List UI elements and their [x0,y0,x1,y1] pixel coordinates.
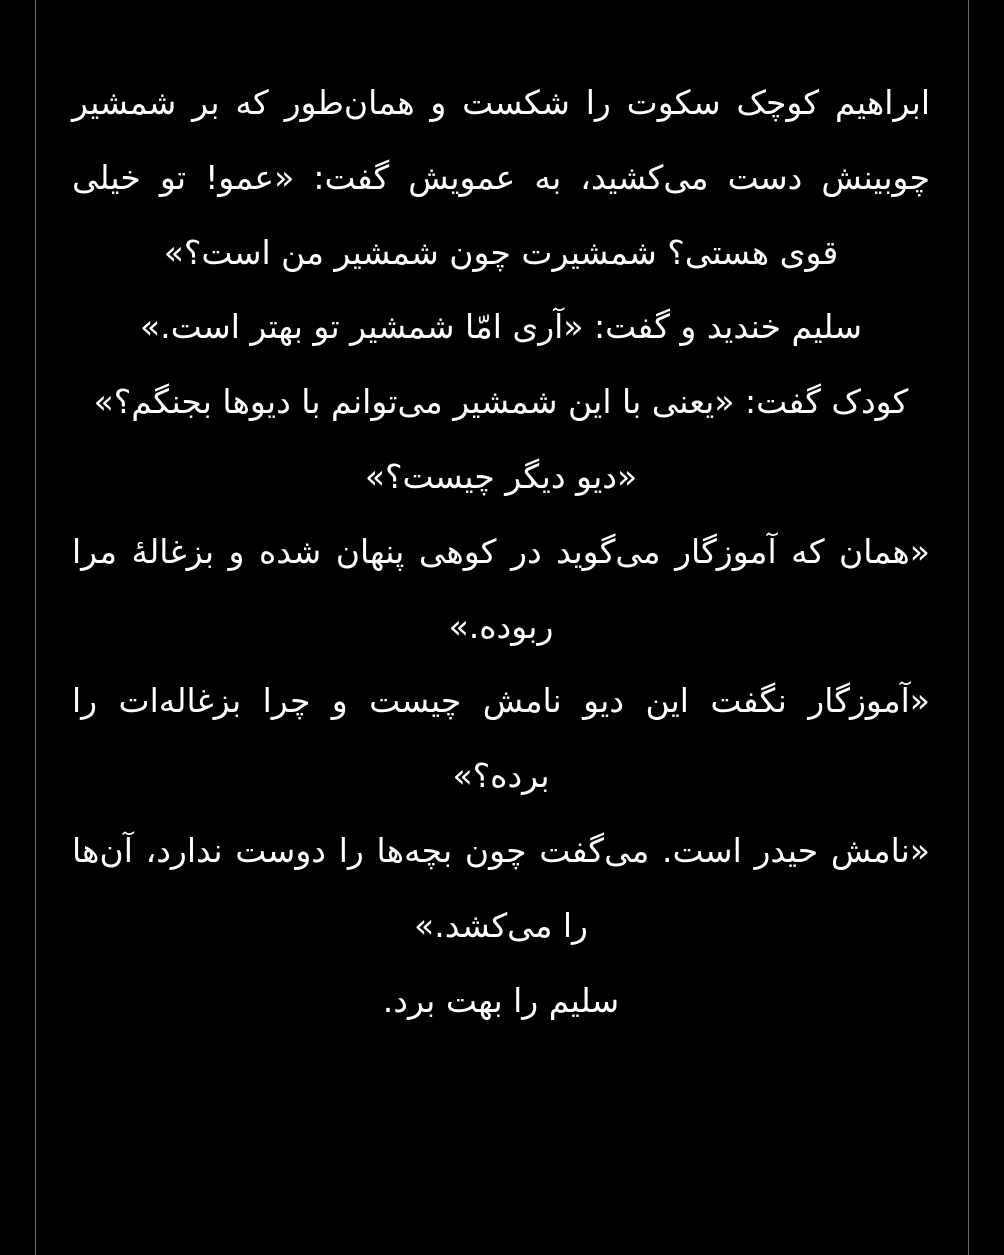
paragraph: سلیم را بهت برد. [382,980,620,1020]
paragraph: ابراهیم کوچک سکوت را شکست و همان‌طور که بر شمشیر چوبینش دست می‌کشید، به عمویش گفت: «عمو! تو خیلی قوی هستی؟ شمشیرت چون شمشیر من است؟» [72,83,930,272]
paragraph: «نامش حیدر است. می‌گفت چون بچه‌ها را دوست ندارد، آن‌ها را می‌کشد.» [72,830,930,945]
story-text [72,66,930,1038]
paragraph: «آموزگار نگفت این دیو نامش چیست و چرا بزغاله‌ات را برده؟» [72,681,930,796]
right-margin-rule [968,0,969,1255]
left-margin-rule [35,0,36,1255]
paragraph: کودک گفت: «یعنی با این شمشیر می‌توانم با دیوها بجنگم؟» [93,382,909,422]
paragraph: «همان که آموزگار می‌گوید در کوهی پنهان شده و بزغالهٔ مرا ربوده.» [72,531,930,646]
paragraph: «دیو دیگر چیست؟» [364,456,638,496]
paragraph: سلیم خندید و گفت: «آری امّا شمشیر تو بهتر است.» [139,307,862,347]
